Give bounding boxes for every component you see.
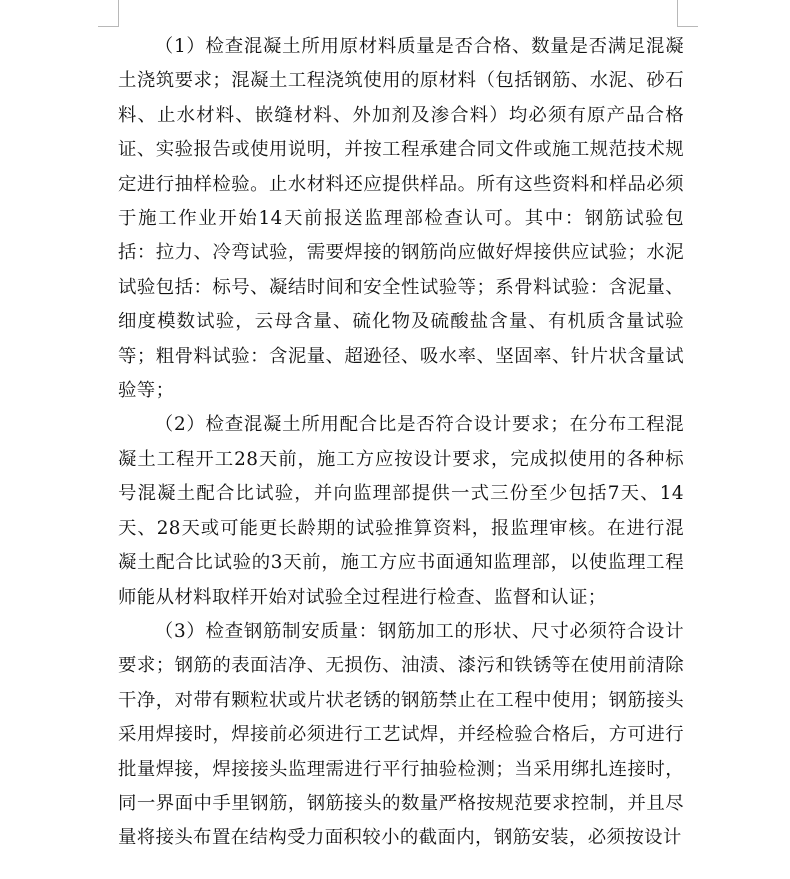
paragraph-1[interactable]: （1）检查混凝土所用原材料质量是否合格、数量是否满足混凝土浇筑要求；混凝土工程浇筑使用的原材料（包括钢筋、水泥、砂石料、止水材料、嵌缝材料、外加剂及渗合料）均必须有原产品合格证、实验报告或使用说明，并按工程承建合同文件或施工规范技术规定进行抽样检验。止水材料还应提供样品。所有这些资料和样品必须于施工作业开始14天前报送监理部检查认可。其中：钢筋试验包括：拉力、冷弯试验，需要焊接的钢筋尚应做好焊接供应试验；水泥试验包括：标号、凝结时间和安全性试验等；系骨料试验：含泥量、细度模数试验，云母含量、硫化物及硫酸盐含量、有机质含量试验等；粗骨料试验：含泥量、超逊径、吸水率、坚固率、针片状含量试验等； <box>118 36 684 402</box>
top-left-margin-mark <box>98 0 119 27</box>
paragraph-2[interactable]: （2）检查混凝土所用配合比是否符合设计要求；在分布工程混凝土工程开工28天前，施工方应按设计要求，完成拟使用的各种标号混凝土配合比试验，并向监理部提供一式三份至少包括7天、14天、28天或可能更长龄期的试验推算资料，报监理审核。在进行混凝土配合比试验的3天前，施工方应书面通知监理部，以使监理工程师能从材料取样开始对试验全过程进行检查、监督和认证； <box>118 414 684 608</box>
top-right-margin-mark <box>677 0 698 27</box>
document-body[interactable] <box>118 30 684 856</box>
paragraph-3[interactable]: （3）检查钢筋制安质量：钢筋加工的形状、尺寸必须符合设计要求；钢筋的表面洁净、无损伤、油渍、漆污和铁锈等在使用前清除干净，对带有颗粒状或片状老锈的钢筋禁止在工程中使用；钢筋接头采用焊接时，焊接前必须进行工艺试焊，并经检验合格后，方可进行批量焊接，焊接接头监理需进行平行抽验检测；当采用绑扎连接时，同一界面中手里钢筋，钢筋接头的数量严格按规范要求控制，并且尽量将接头布置在结构受力面积较小的截面内，钢筋安装，必须按设计 <box>118 620 684 849</box>
